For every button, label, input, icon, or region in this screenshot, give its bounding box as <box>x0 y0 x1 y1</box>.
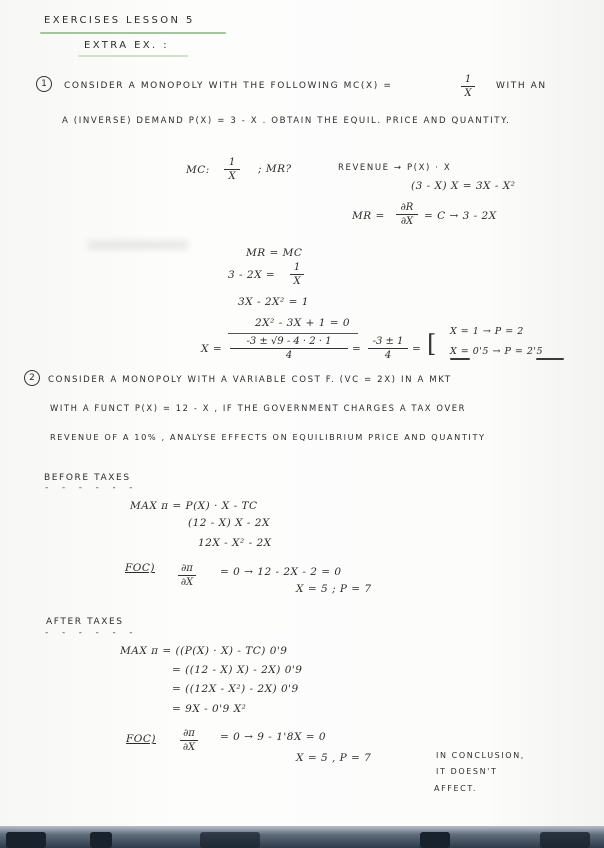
step-fraction <box>290 262 304 287</box>
before-foc-label: FOC) <box>125 562 156 574</box>
before-profit-simplified: 12X - X² - 2X <box>198 537 272 549</box>
conclusion-line-3: AFFECT. <box>434 784 477 793</box>
root-2-p-underline <box>536 358 564 360</box>
revenue-expansion: (3 - X) X = 3X - X² <box>411 180 516 192</box>
subtitle-highlight <box>78 55 188 57</box>
divider-line <box>228 333 358 334</box>
after-profit-step-1: = ((12 - X) X) - 2X) 0'9 <box>172 664 303 676</box>
before-profit-expanded: (12 - X) X - 2X <box>188 517 270 529</box>
exercise-2-line-3: REVENUE OF A 10% , ANALYSE EFFECTS ON EQUILIBRIUM PRICE AND QUANTITY <box>50 432 486 442</box>
solution-root-1: X = 1 → P = 2 <box>450 326 524 337</box>
step-equation: 3 - 2X = <box>228 269 276 281</box>
fraction-denominator: ∂X <box>182 742 196 753</box>
step-mr-equals-mc: MR = MC <box>246 247 303 259</box>
solution-x-label: X = <box>201 343 223 355</box>
page-subtitle: EXTRA EX. : <box>84 40 169 51</box>
conclusion-line-1: IN CONCLUSION, <box>436 751 525 760</box>
photo-bottom-edge <box>0 826 604 848</box>
mr-label: MR = <box>352 210 385 222</box>
fraction-numerator: -3 ± 1 <box>372 336 404 347</box>
before-taxes-dashes: - - - - - - <box>44 483 137 493</box>
before-foc-equation: = 0 → 12 - 2X - 2 = 0 <box>220 566 342 578</box>
before-foc-derivative <box>178 563 196 588</box>
mr-result: = C → 3 - 2X <box>424 210 497 222</box>
after-foc-result: X = 5 , P = 7 <box>296 752 372 764</box>
fraction-numerator: -3 ± √9 - 4 · 2 · 1 <box>246 336 332 347</box>
exercise-1-line-2: A (INVERSE) DEMAND P(X) = 3 - X . OBTAIN THE EQUIL. PRICE AND QUANTITY. <box>62 116 511 126</box>
fraction-numerator: ∂R <box>400 202 414 213</box>
exercise-2-number: 2 <box>24 370 40 386</box>
after-foc-label: FOC) <box>126 733 157 745</box>
exercise-2-line-2: WITH A FUNCT P(X) = 12 - X , IF THE GOVERNMENT CHARGES A TAX OVER <box>50 403 467 413</box>
exercise-1-line-1-end: WITH AN <box>496 81 547 91</box>
fraction-denominator: X <box>293 276 301 287</box>
fraction-numerator: 1 <box>228 157 236 168</box>
mc-label: MC: <box>186 164 210 176</box>
mr-derivative <box>396 202 418 227</box>
conclusion-line-2: IT DOESN'T <box>436 767 498 776</box>
after-profit-step-2: = ((12X - X²) - 2X) 0'9 <box>172 683 299 695</box>
after-taxes-heading: AFTER TAXES <box>46 617 124 627</box>
quadratic-formula <box>230 336 348 361</box>
revenue-formula: REVENUE → P(X) · X <box>338 163 452 173</box>
bracket-icon: [ <box>427 330 437 358</box>
fraction-numerator: ∂π <box>183 728 195 739</box>
fraction-denominator: 4 <box>285 350 293 361</box>
exercise-1-line-1: CONSIDER A MONOPOLY WITH THE FOLLOWING MC(X) = <box>64 81 393 91</box>
equals-sign-2: = <box>412 343 422 355</box>
root-2-x-underline <box>450 358 470 360</box>
before-taxes-heading: BEFORE TAXES <box>44 473 131 483</box>
exercise-1-number: 1 <box>36 76 52 92</box>
exercise-2-line-1: CONSIDER A MONOPOLY WITH A VARIABLE COST F. (VC = 2X) IN A MKT <box>48 375 452 385</box>
fraction-numerator: 1 <box>293 262 301 273</box>
before-foc-result: X = 5 ; P = 7 <box>296 583 372 595</box>
fraction-numerator: ∂π <box>181 563 193 574</box>
step-quadratic: 2X² - 3X + 1 = 0 <box>255 317 351 329</box>
after-profit-step-3: = 9X - 0'9 X² <box>172 703 247 715</box>
before-profit-max: MAX π = P(X) · X - TC <box>130 500 258 512</box>
simplified-formula <box>368 336 408 361</box>
paper-smudge <box>88 240 188 250</box>
after-taxes-dashes: - - - - - - <box>44 628 137 638</box>
solution-root-2: X = 0'5 → P = 2'5 <box>450 346 544 357</box>
fraction-numerator: 1 <box>464 74 472 85</box>
exercise-1-mc-fraction <box>461 74 475 99</box>
fraction-denominator: ∂X <box>400 216 414 227</box>
step-multiplied: 3X - 2X² = 1 <box>238 296 309 308</box>
title-highlight <box>40 32 226 34</box>
fraction-denominator: 4 <box>384 350 392 361</box>
fraction-denominator: ∂X <box>180 577 194 588</box>
mc-fraction <box>224 157 240 182</box>
equals-sign: = <box>352 343 362 355</box>
fraction-denominator: X <box>464 88 472 99</box>
page-title: EXERCISES LESSON 5 <box>44 15 195 26</box>
after-profit-max: MAX π = ((P(X) · X) - TC) 0'9 <box>120 645 288 657</box>
mr-question: ; MR? <box>258 163 292 175</box>
after-foc-equation: = 0 → 9 - 1'8X = 0 <box>220 731 327 743</box>
fraction-denominator: X <box>228 171 236 182</box>
after-foc-derivative <box>180 728 198 753</box>
